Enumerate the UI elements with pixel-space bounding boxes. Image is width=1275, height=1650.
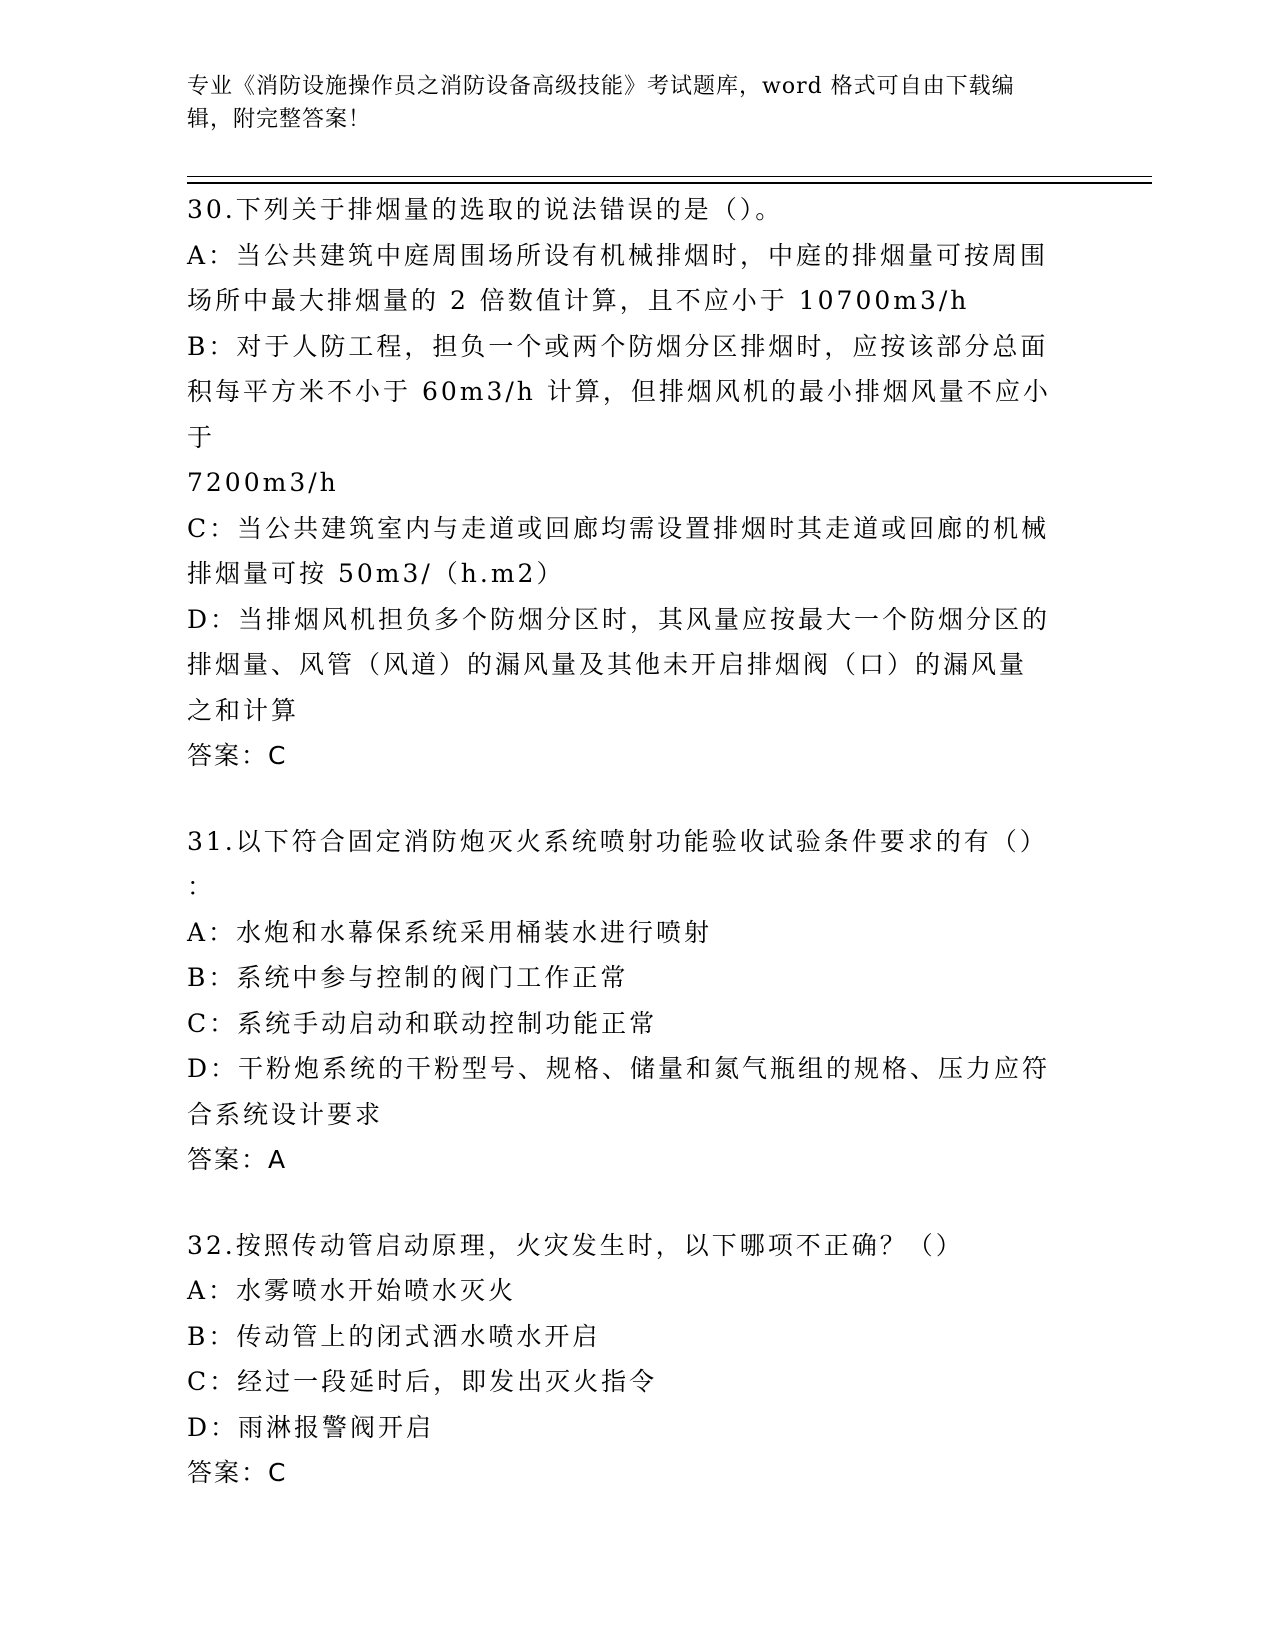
option-line: C：系统手动启动和联动控制功能正常	[187, 1008, 658, 1038]
option-line: B：系统中参与控制的阀门工作正常	[187, 963, 629, 992]
question-stem: 31.以下符合固定消防炮灭火系统喷射功能验收试验条件要求的有（）	[187, 826, 1048, 856]
option-line: D：雨淋报警阀开启	[187, 1412, 435, 1442]
option-d	[187, 1046, 1067, 1137]
option-line: 积每平方米不小于 60m3/h 计算，但排烟风机的最小排烟风量不应小于	[187, 377, 1051, 452]
option-line: 排烟量、风管（风道）的漏风量及其他未开启排烟阀（口）的漏风量	[187, 650, 1028, 679]
option-line: 排烟量可按 50m3/（h.m2）	[187, 559, 565, 588]
option-line: A：水雾喷水开始喷水灭火	[187, 1276, 517, 1305]
option-c	[187, 506, 1067, 597]
option-line: C：经过一段延时后，即发出灭火指令	[187, 1367, 658, 1396]
header-divider-thin	[187, 176, 1152, 177]
option-line: 场所中最大排烟量的 2 倍数值计算，且不应小于 10700m3/h	[187, 286, 970, 315]
header-divider-thick	[187, 182, 1152, 184]
option-d	[187, 1405, 1067, 1451]
option-d	[187, 597, 1067, 734]
answer-line: 答案：C	[187, 1458, 288, 1487]
option-b	[187, 1314, 1067, 1360]
option-line: D：当排烟风机担负多个防烟分区时，其风量应按最大一个防烟分区的	[187, 604, 1051, 634]
answer-line: 答案：C	[187, 741, 288, 770]
question-list	[187, 187, 1067, 1536]
option-c	[187, 1001, 1067, 1047]
option-line: 7200m3/h	[187, 468, 339, 497]
question-31	[187, 819, 1067, 1183]
question-32	[187, 1223, 1067, 1496]
header-line-2: 辑，附完整答案！	[187, 107, 372, 132]
question-30	[187, 187, 1067, 779]
option-line: B：对于人防工程，担负一个或两个防烟分区排烟时，应按该部分总面	[187, 331, 1049, 361]
option-line: B：传动管上的闭式洒水喷水开启	[187, 1321, 601, 1351]
option-line: A：当公共建筑中庭周围场所设有机械排烟时，中庭的排烟量可按周围	[187, 240, 1049, 270]
option-a	[187, 233, 1067, 324]
option-line: C：当公共建筑室内与走道或回廊均需设置排烟时其走道或回廊的机械	[187, 513, 1050, 543]
option-a	[187, 1268, 1067, 1314]
option-a	[187, 910, 1067, 956]
answer-line: 答案：A	[187, 1145, 288, 1174]
document-header	[187, 70, 1067, 136]
option-c	[187, 1359, 1067, 1405]
option-b	[187, 324, 1067, 506]
question-stem: 30.下列关于排烟量的选取的说法错误的是（）。	[187, 195, 784, 224]
option-line: A：水炮和水幕保系统采用桶装水进行喷射	[187, 917, 713, 947]
option-line: 之和计算	[187, 695, 300, 725]
option-line: D：干粉炮系统的干粉型号、规格、储量和氮气瓶组的规格、压力应符	[187, 1054, 1051, 1083]
option-line: 合系统设计要求	[187, 1099, 384, 1129]
question-stem: 32.按照传动管启动原理，火灾发生时，以下哪项不正确？（）	[187, 1230, 964, 1260]
option-b	[187, 955, 1067, 1001]
header-line-1: 专业《消防设施操作员之消防设备高级技能》考试题库，word 格式可自由下载编	[187, 74, 1015, 99]
question-stem: ：	[187, 872, 216, 901]
